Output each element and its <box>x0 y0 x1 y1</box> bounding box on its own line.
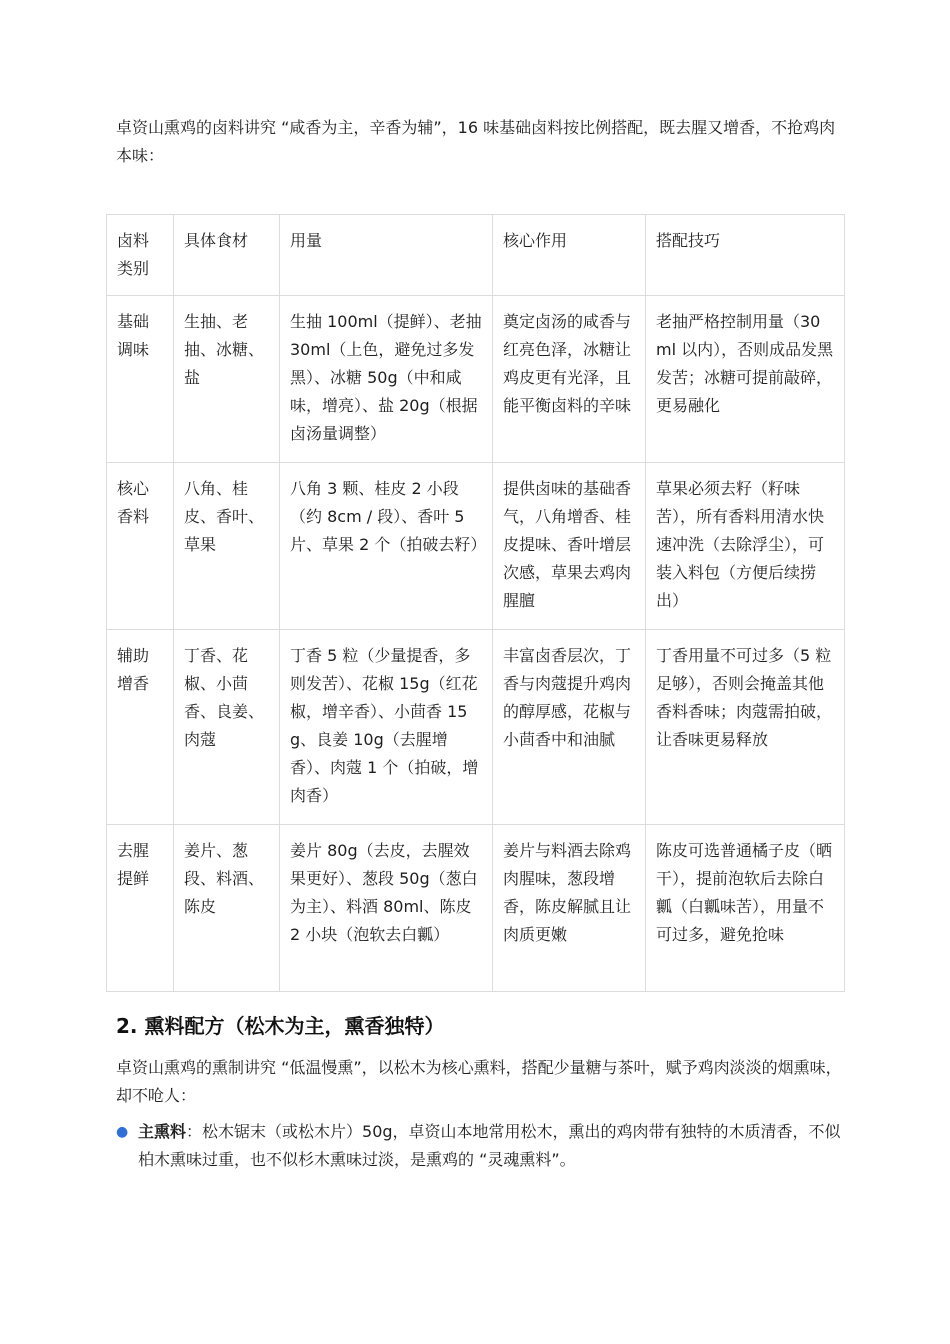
header-category: 卤料类别 <box>107 215 174 296</box>
bullet-label: 主熏料 <box>138 1122 187 1141</box>
cell-core-function: 丰富卤香层次，丁香与肉蔻提升鸡肉的醇厚感，花椒与小茴香中和油腻 <box>493 630 646 825</box>
table-row <box>107 463 845 630</box>
cell-core-function: 姜片与料酒去除鸡肉腥味，葱段增香，陈皮解腻且让肉质更嫩 <box>493 825 646 992</box>
cell-ingredients: 丁香、花椒、小茴香、良姜、肉蔻 <box>174 630 280 825</box>
header-amount: 用量 <box>280 215 493 296</box>
bullet-text: ：松木锯末（或松木片）50g，卓资山本地常用松木，熏出的鸡肉带有独特的木质清香，不似柏木熏味过重，也不似杉木熏味过淡，是熏鸡的 “灵魂熏料”。 <box>138 1122 841 1169</box>
bullet-list <box>116 1118 842 1174</box>
cell-category: 去腥提鲜 <box>107 825 174 992</box>
cell-ingredients: 姜片、葱段、料酒、陈皮 <box>174 825 280 992</box>
header-tips: 搭配技巧 <box>646 215 845 296</box>
cell-amount: 八角 3 颗、桂皮 2 小段（约 8cm / 段）、香叶 5 片、草果 2 个（拍破去籽） <box>280 463 493 630</box>
table-row <box>107 825 845 992</box>
cell-tips: 草果必须去籽（籽味苦），所有香料用清水快速冲洗（去除浮尘），可装入料包（方便后续捞出） <box>646 463 845 630</box>
cell-tips: 丁香用量不可过多（5 粒足够），否则会掩盖其他香料香味；肉蔻需拍破，让香味更易释放 <box>646 630 845 825</box>
intro-paragraph: 卓资山熏鸡的卤料讲究 “咸香为主，辛香为辅”，16 味基础卤料按比例搭配，既去腥又增香，不抢鸡肉本味： <box>116 118 836 165</box>
table-row <box>107 630 845 825</box>
marinade-table <box>106 214 845 992</box>
cell-tips: 老抽严格控制用量（30ml 以内），否则成品发黑发苦；冰糖可提前敲碎，更易融化 <box>646 296 845 463</box>
cell-ingredients: 八角、桂皮、香叶、草果 <box>174 463 280 630</box>
cell-amount: 姜片 80g（去皮，去腥效果更好）、葱段 50g（葱白为主）、料酒 80ml、陈皮 2 小块（泡软去白瓤） <box>280 825 493 992</box>
section-heading: 2. 熏料配方（松木为主，熏香独特） <box>116 1014 445 1038</box>
list-item <box>116 1118 842 1174</box>
cell-category: 辅助增香 <box>107 630 174 825</box>
cell-core-function: 提供卤味的基础香气，八角增香、桂皮提味、香叶增层次感，草果去鸡肉腥膻 <box>493 463 646 630</box>
cell-category: 基础调味 <box>107 296 174 463</box>
cell-amount: 生抽 100ml（提鲜）、老抽 30ml（上色，避免过多发黑）、冰糖 50g（中和咸味，增亮）、盐 20g（根据卤汤量调整） <box>280 296 493 463</box>
table-header-row <box>107 215 845 296</box>
cell-amount: 丁香 5 粒（少量提香，多则发苦）、花椒 15g（红花椒，增辛香）、小茴香 15g、良姜 10g（去腥增香）、肉蔻 1 个（拍破，增肉香） <box>280 630 493 825</box>
bullet-dot-icon: ● <box>116 1124 129 1140</box>
cell-tips: 陈皮可选普通橘子皮（晒干），提前泡软后去除白瓤（白瓤味苦），用量不可过多，避免抢味 <box>646 825 845 992</box>
cell-ingredients: 生抽、老抽、冰糖、盐 <box>174 296 280 463</box>
header-core-function: 核心作用 <box>493 215 646 296</box>
cell-core-function: 奠定卤汤的咸香与红亮色泽，冰糖让鸡皮更有光泽，且能平衡卤料的辛味 <box>493 296 646 463</box>
table-row <box>107 296 845 463</box>
section-paragraph: 卓资山熏鸡的熏制讲究 “低温慢熏”，以松木为核心熏料，搭配少量糖与茶叶，赋予鸡肉淡淡的烟熏味，却不呛人： <box>116 1058 842 1105</box>
header-ingredients: 具体食材 <box>174 215 280 296</box>
cell-category: 核心香料 <box>107 463 174 630</box>
